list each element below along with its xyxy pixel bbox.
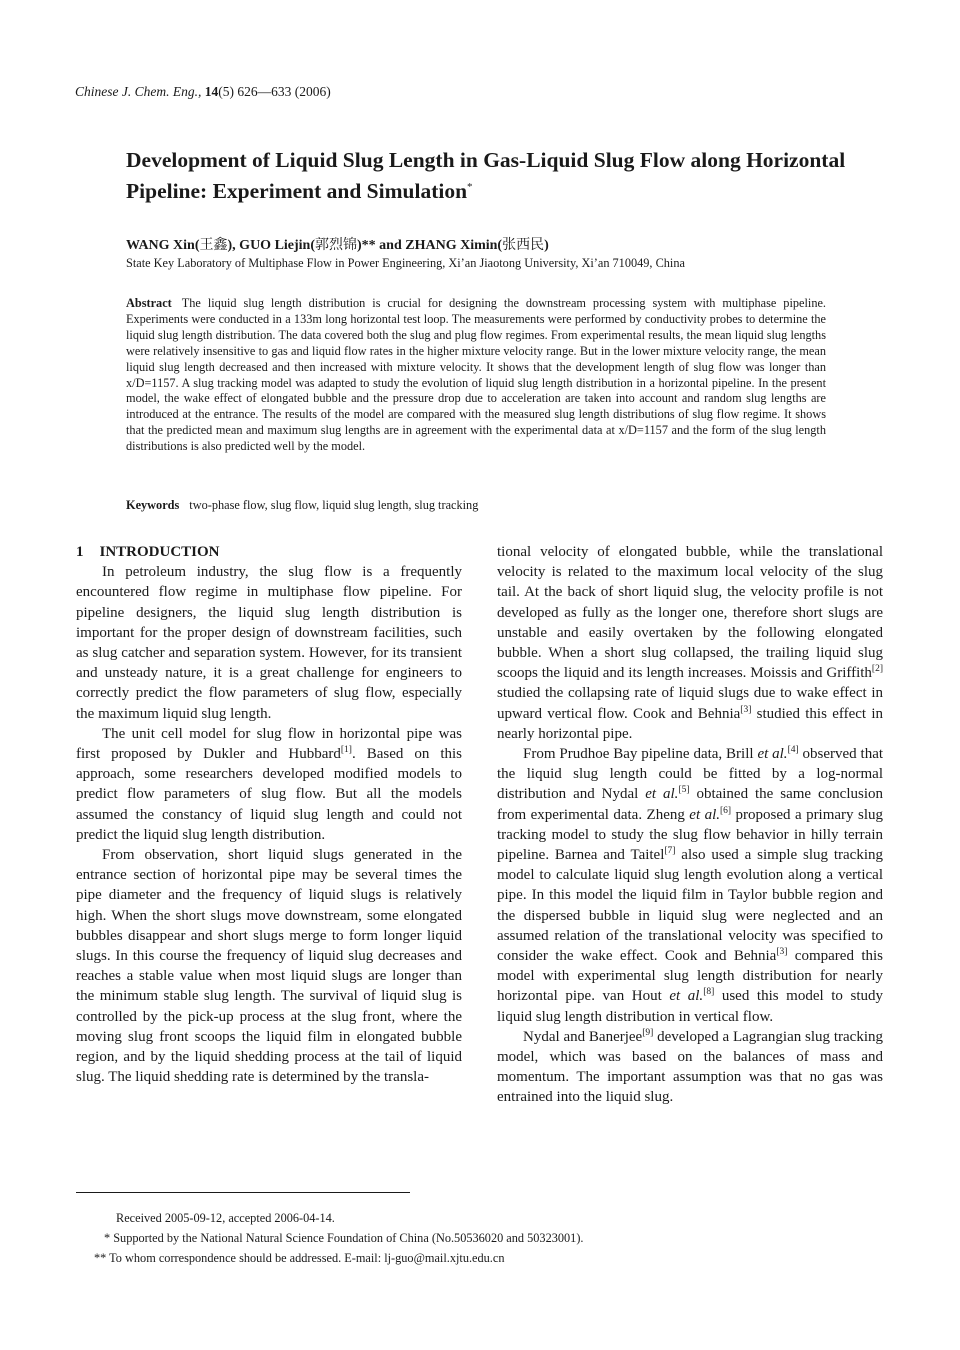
- et-al: et al.: [645, 786, 679, 803]
- paragraph-text: . Based on this approach, some researchers developed modified models to predict flow parameters of slug flow. But all the models assumed the constancy of liquid slug length and could not predict the liquid slug length distribution.: [76, 746, 462, 843]
- keywords: [126, 498, 478, 513]
- body-column-left: [76, 542, 462, 1087]
- abstract: [126, 296, 826, 455]
- footnote-divider: [76, 1192, 410, 1193]
- et-al: et al.: [689, 806, 720, 823]
- citation: [8]: [703, 987, 715, 998]
- paragraph-text: also used a simple slug tracking model to calculate liquid slug length evolution along a vertical pipe. In this model the liquid film in Taylor bubble region and the dispersed bubble in liquid slug were neglected and an assumed relation of the translational velocity was specified to consider the wake effect. Cook and Behnia: [497, 847, 883, 965]
- paragraph: From observation, short liquid slugs generated in the entrance section of horizontal pipe may be several times the pipe diameter and the frequency of liquid slugs is relatively high. When the short slugs move downstream, some elongated bubbles disappear and short slugs merge to form longer liquid slugs. In this course the frequency of liquid slug decreases and reaches a stable value when most liquid slugs are longer than the minimum stable slug length. The survival of liquid slug is controlled by the pick-up process at the slug front, where the moving slug front scoops the liquid film in elongated bubble region, and by the liquid shedding process at the tail of liquid slug. The liquid shedding rate is determined by the transla-: [76, 847, 462, 1086]
- citation: [7]: [664, 846, 676, 857]
- journal-name: Chinese J. Chem. Eng.,: [75, 84, 202, 99]
- citation: [3]: [740, 704, 752, 715]
- citation: [4]: [787, 745, 799, 756]
- keywords-label: Keywords: [126, 498, 180, 512]
- paragraph-text: tional velocity of elongated bubble, while the translational velocity is related to the maximum local velocity of the slug tail. At the back of short liquid slug, the velocity profile is not developed as fully as the longer one, therefore short slugs are unstable and easily overtaken by the following elongated bubble. When a short slug collapsed, the trailing liquid slug scoops the liquid and its length increases. Moissis and Griffith: [497, 544, 883, 682]
- paper-title-text: Development of Liquid Slug Length in Gas-Liquid Slug Flow along Horizontal Pipeline: Experiment and Simulation: [126, 148, 846, 203]
- footnote-funding: * Supported by the National Natural Science Foundation of China (No.50536020 and 50323001).: [104, 1231, 584, 1245]
- section-title: INTRODUCTION: [99, 544, 220, 560]
- et-al: et al.: [757, 746, 788, 763]
- author-list-end: ): [544, 238, 549, 253]
- section-heading: [76, 542, 462, 562]
- author-3-name: )** and ZHANG Ximin(: [357, 238, 503, 253]
- paragraph-text: From Prudhoe Bay pipeline data, Brill: [523, 746, 758, 763]
- author-3-chinese-name: 张西民: [502, 238, 545, 253]
- paragraph: [497, 542, 883, 744]
- author-1-chinese-name: 王鑫: [199, 238, 228, 253]
- paragraph: [497, 744, 883, 1027]
- footnotes: [76, 1208, 584, 1268]
- abstract-text: The liquid slug length distribution is crucial for designing the downstream processing system with multiphase pipeline. Experiments were conducted in a 133m long horizontal test loop. The measurements were performed by conductivity probes to determine the liquid slug length distribution. The data covered both the slug and plug flow regimes. From experimental results, the mean liquid slug lengths were relatively insensitive to gas and liquid flow rates in the higher mixture velocity range. But in the lower mixture velocity range, the mean liquid slug length decreased and then increased with mixture velocity. It shows that the development length of slug flow was longer than x/D=1157. A slug tracking model was adapted to study the evolution of liquid slug length distribution in a horizontal pipeline. In the present model, the wake effect of elongated bubble and the pressure drop due to acceleration are taken into account and random slug lengths are introduced at the entrance. The results of the model are compared with the measured slug length distributions of slug flow regime. It shows that the predicted mean and maximum slug lengths are in agreement with the experimental data at x/D=1157 and the form of the slug length distributions is also predicted well by the model.: [126, 296, 826, 454]
- author-1-name: WANG Xin(: [126, 238, 200, 253]
- paragraph: [497, 1027, 883, 1108]
- et-al: et al.: [669, 988, 704, 1005]
- citation: [6]: [720, 805, 732, 816]
- author-list: [126, 234, 549, 254]
- paragraph-text: compared this model with experimental slug length distribution for nearly horizontal pipe. van Hout: [497, 948, 883, 1005]
- paragraph-text: proposed a primary slug tracking model to study the slug flow behavior in hilly terrain pipeline. Barnea and Taitel: [497, 806, 883, 864]
- paragraph-text: studied the collapsing rate of liquid slugs due to wake effect in upward vertical flow. Cook and Behnia: [497, 685, 883, 722]
- paragraph-text: The unit cell model for slug flow in horizontal pipe was first proposed by Dukler and Hubbard: [76, 725, 462, 763]
- body-column-right: [497, 542, 883, 1108]
- paragraph: In petroleum industry, the slug flow is a frequently encountered flow regime in multiphase flow pipeline. For pipeline designers, the liquid slug length distribution is important for the proper design of downstream facilities, such as slug catcher and separation system. However, for its transient and unsteady nature, it is a great challenge for engineers to correctly predict the flow parameters of slug flow, especially the maximum liquid slug length.: [76, 564, 462, 722]
- paragraph-text: obtained the same conclusion from experimental data. Zheng: [497, 786, 883, 823]
- paragraph: [76, 724, 462, 845]
- citation: [2]: [871, 664, 883, 675]
- paragraph-text: used this model to study liquid slug length distribution in vertical flow.: [497, 988, 883, 1025]
- citation: [9]: [642, 1027, 654, 1038]
- paper-title: [126, 145, 846, 207]
- journal-issue-pages: (5) 626—633 (2006): [218, 84, 331, 99]
- author-2-chinese-name: 郭烈锦: [315, 238, 358, 253]
- footnote-received: Received 2005-09-12, accepted 2006-04-14.: [116, 1211, 335, 1225]
- paragraph-text: observed that the liquid slug length could be fitted by a log-normal distribution and Nydal: [497, 746, 884, 803]
- author-2-name: ), GUO Liejin(: [227, 238, 316, 253]
- paragraph-text: Nydal and Banerjee: [523, 1028, 643, 1045]
- paragraph-text: studied this effect in nearly horizontal pipe.: [497, 705, 884, 742]
- journal-volume: 14: [204, 84, 219, 99]
- keywords-text: two-phase flow, slug flow, liquid slug length, slug tracking: [189, 498, 479, 512]
- title-footnote-mark: *: [467, 180, 473, 193]
- paragraph-text: developed a Lagrangian slug tracking model, which was based on the balances of mass and momentum. The important assumption was that no gas was entrained into the liquid slug.: [497, 1028, 883, 1106]
- footnote-correspondence: ** To whom correspondence should be addressed. E-mail: lj-guo@mail.xjtu.edu.cn: [94, 1251, 505, 1265]
- abstract-label: Abstract: [126, 296, 172, 310]
- journal-reference: [75, 84, 331, 100]
- citation: [3]: [776, 947, 788, 958]
- section-number: 1: [76, 544, 84, 560]
- citation: [5]: [678, 785, 690, 796]
- citation: [1]: [340, 745, 352, 756]
- affiliation: State Key Laboratory of Multiphase Flow in Power Engineering, Xi’an Jiaotong University, Xi’an 710049, China: [126, 256, 685, 270]
